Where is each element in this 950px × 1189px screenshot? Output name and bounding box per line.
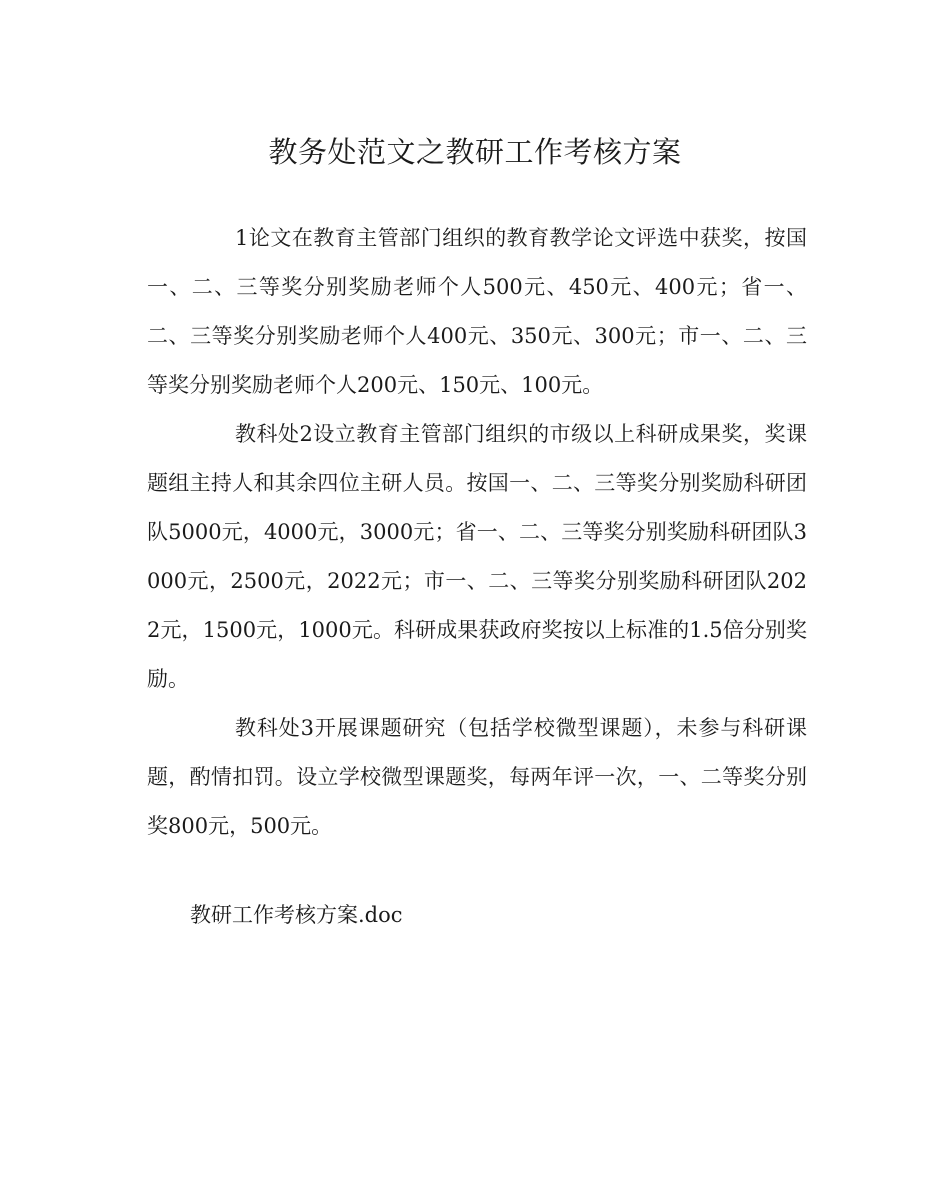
document-body — [147, 214, 807, 851]
paragraph-project-research: 教科处3开展课题研究（包括学校微型课题），未参与科研课题，酌情扣罚。设立学校微型课题奖，每两年评一次，一、二等奖分别奖800元，500元。 — [147, 716, 807, 838]
document-filename: 教研工作考核方案.doc — [190, 903, 403, 927]
paragraph-research-awards: 教科处2设立教育主管部门组织的市级以上科研成果奖，奖课题组主持人和其余四位主研人员。按国一、二、三等奖分别奖励科研团队5000元，4000元，3000元；省一、二、三等奖分别奖励科研团队3000元，2500元，2022元；市一、二、三等奖分别奖励科研团队2022元，1500元，1000元。科研成果获政府奖按以上标准的1.5倍分别奖励。 — [147, 422, 807, 691]
paragraph-paper-awards: 1论文在教育主管部门组织的教育教学论文评选中获奖，按国一、二、三等奖分别奖励老师个人500元、450元、400元；省一、二、三等奖分别奖励老师个人400元、350元、300元；市一、二、三等奖分别奖励老师个人200元、150元、100元。 — [147, 226, 807, 397]
document-title: 教务处范文之教研工作考核方案 — [268, 135, 682, 169]
